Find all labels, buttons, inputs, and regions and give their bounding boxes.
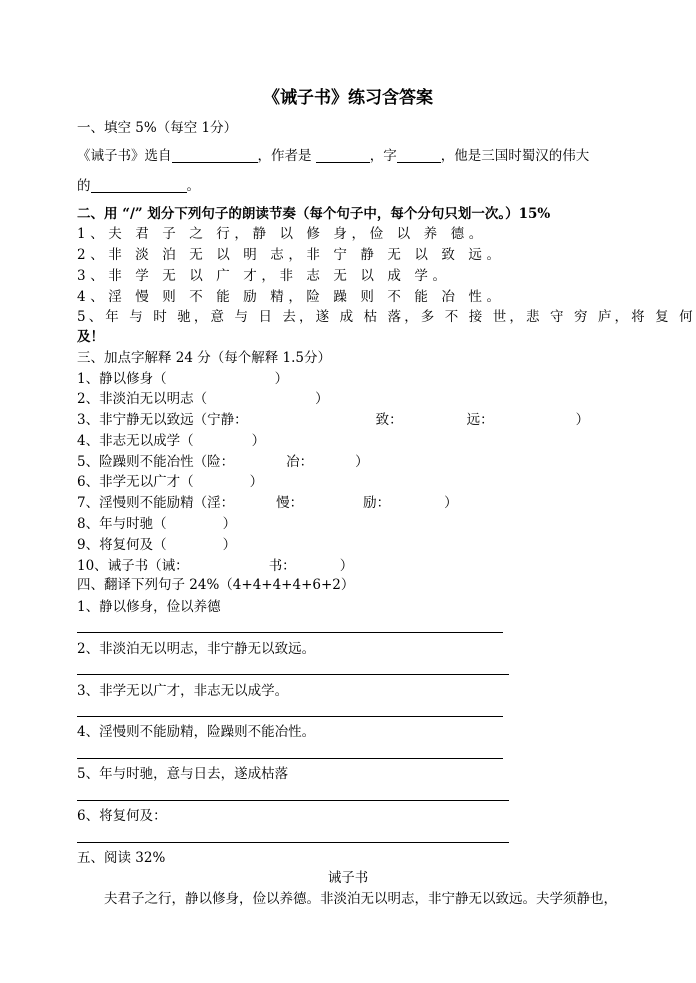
answer-blank-role[interactable] [91,178,187,193]
translate-item-1: 1、静以修身，俭以养德 [77,599,221,615]
answer-line-3[interactable] [77,716,503,717]
rhythm-item-1: 1、夫 君 子 之 行，静 以 修 身，俭 以 养 德。 [77,226,487,242]
fill-text-role: ，他是三国时蜀汉的伟大 [440,148,590,164]
fill-text-courtesy-name: ，字 [369,148,397,164]
explain-item-9 [77,535,236,555]
close-paren: ） [249,474,264,490]
explain-item-1 [77,369,288,389]
explain-item-7-text-c: 励： [363,495,391,511]
section-1-question-line-1 [77,146,589,166]
fill-text-of: 的 [77,178,91,194]
explain-item-5-text-b: 冶： [286,454,314,470]
explain-item-7-text-b: 慢： [276,495,304,511]
answer-blank-author[interactable] [316,148,370,163]
answer-line-2[interactable] [77,674,509,675]
section-1-question-line-2 [77,176,200,196]
explain-item-8-text: 8、年与时驰（ [77,516,167,532]
reading-title: 诫子书 [327,870,369,886]
explain-item-4-text: 4、非志无以成学（ [77,433,194,449]
answer-line-6[interactable] [77,842,509,843]
explain-item-10-text-a: 10、诫子书（诫： [77,558,189,574]
explain-item-6 [77,472,263,492]
explain-item-1-text: 1、静以修身（ [77,371,167,387]
close-paren: ） [575,412,590,428]
explain-item-7 [77,493,458,513]
rhythm-item-5-line-1: 5、年 与 时 驰，意 与 日 去，遂 成 枯 落，多 不 接 世，悲 守 穷 庐，将 复 何 [77,309,696,325]
section-1-heading: 一、填空 5%（每空 1分） [77,120,238,136]
close-paren: ） [222,516,237,532]
fill-text-period: 。 [186,178,200,194]
close-paren: ） [444,495,458,511]
translate-item-3: 3、非学无以广才，非志无以成学。 [77,683,289,699]
explain-item-3-text-c: 远： [466,412,494,428]
explain-item-10-text-b: 书： [268,558,296,574]
explain-item-3-text-b: 致： [375,412,403,428]
close-paren: ） [222,537,237,553]
rhythm-item-5-line-2: 及！ [77,329,104,345]
fill-text-author: ，作者是 [257,148,312,164]
answer-line-4[interactable] [77,758,503,759]
section-3-heading: 三、加点字解释 24 分（每个解释 1.5分） [77,350,332,366]
answer-blank-source[interactable] [172,148,258,163]
rhythm-item-2: 2、非 淡 泊 无 以 明 志，非 宁 静 无 以 致 远。 [77,247,505,263]
close-paren: ） [274,371,289,387]
close-paren: ） [315,391,329,407]
section-4-heading: 四、翻译下列句子 24%（4+4+4+4+6+2） [77,577,355,593]
answer-blank-courtesy-name[interactable] [397,148,441,163]
explain-item-3 [77,410,589,430]
page-title: 《诫子书》练习含答案 [263,88,433,108]
explain-item-4 [77,431,265,451]
rhythm-item-3: 3、非 学 无 以 广 才，非 志 无 以 成 学。 [77,268,451,284]
explain-item-5 [77,452,369,472]
explain-item-5-text-a: 5、险躁则不能冶性（险： [77,454,235,470]
translate-item-2: 2、非淡泊无以明志，非宁静无以致远。 [77,641,316,657]
close-paren: ） [251,433,266,449]
section-2-heading: 二、用 “/” 划分下列句子的朗读节奏（每个句子中，每个分句只划一次。）15% [77,206,551,222]
answer-line-5[interactable] [77,800,509,801]
reading-passage: 夫君子之行，静以修身，俭以养德。非淡泊无以明志，非宁静无以致远。夫学须静也， [104,891,617,907]
translate-item-5: 5、年与时驰，意与日去，遂成枯落 [77,766,289,782]
explain-item-2 [77,389,329,409]
rhythm-item-4: 4、淫 慢 则 不 能 励 精，险 躁 则 不 能 冶 性。 [77,289,505,305]
translate-item-4: 4、淫慢则不能励精，险躁则不能冶性。 [77,724,316,740]
section-5-heading: 五、阅读 32% [77,850,166,866]
explain-item-9-text: 9、将复何及（ [77,537,167,553]
explain-item-2-text: 2、非淡泊无以明志（ [77,391,208,407]
explain-item-10 [77,556,353,576]
answer-line-1[interactable] [77,632,503,633]
explain-item-3-text-a: 3、非宁静无以致远（宁静： [77,412,248,428]
fill-text-source: 《诫子书》选自 [77,148,172,164]
translate-item-6: 6、将复何及： [77,808,167,824]
explain-item-8 [77,514,236,534]
close-paren: ） [355,454,369,470]
close-paren: ） [339,558,354,574]
explain-item-7-text-a: 7、淫慢则不能励精（淫： [77,495,235,511]
explain-item-6-text: 6、非学无以广才（ [77,474,194,490]
